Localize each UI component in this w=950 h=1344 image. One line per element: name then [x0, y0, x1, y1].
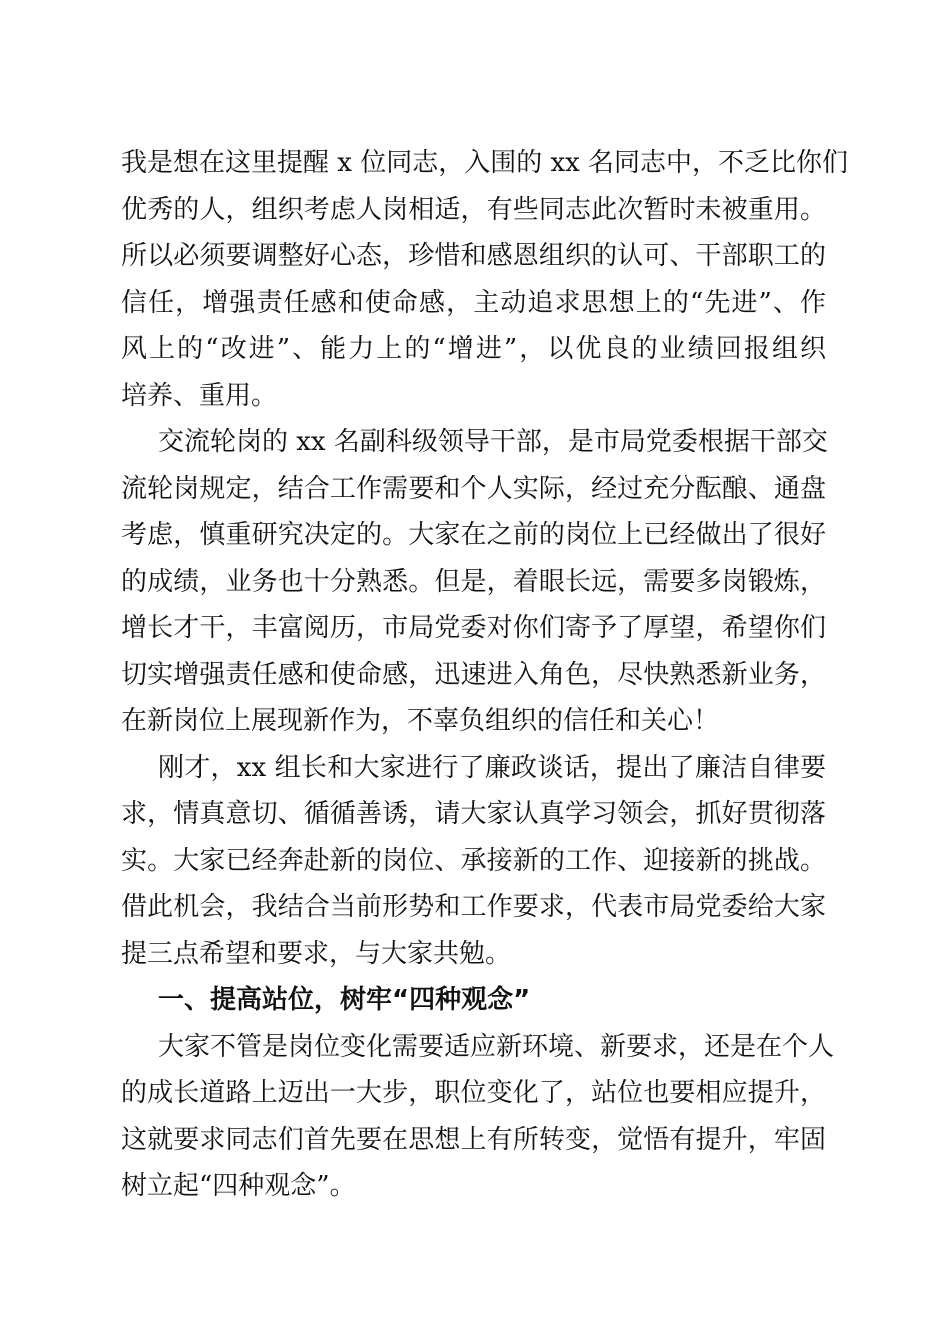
paragraph-line: 流轮岗规定，结合工作需要和个人实际，经过充分酝酿、通盘	[121, 473, 826, 504]
paragraph-line: 所以必须要调整好心态，珍惜和感恩组织的认可、干部职工的	[121, 241, 826, 271]
paragraph-line: 信任，增强责任感和使命感，主动追求思想上的“先进”、作	[121, 287, 826, 318]
paragraph-line: 刚才，xx 组长和大家进行了廉政谈话，提出了廉洁自律要	[158, 752, 826, 783]
paragraph-line: 借此机会，我结合当前形势和工作要求，代表市局党委给大家	[121, 892, 826, 922]
paragraph-line: 大家不管是岗位变化需要适应新环境、新要求，还是在个人	[158, 1031, 835, 1062]
paragraph-line: 这就要求同志们首先要在思想上有所转变，觉悟有提升，牢固	[121, 1124, 826, 1155]
paragraph-line: 考虑，慎重研究决定的。大家在之前的岗位上已经做出了很好	[121, 520, 826, 550]
paragraph-line: 的成长道路上迈出一大步，职位变化了，站位也要相应提升，	[121, 1078, 826, 1108]
paragraph-4	[121, 1024, 835, 1210]
paragraph-line: 的成绩，业务也十分熟悉。但是，着眼长远，需要多岗锻炼，	[121, 566, 826, 597]
section-heading: 一、提高站位，树牢“四种观念”	[158, 985, 531, 1015]
paragraph-1	[121, 140, 849, 419]
paragraph-line: 我是想在这里提醒 x 位同志，入围的 xx 名同志中，不乏比你们	[121, 148, 849, 178]
paragraph-line: 增长才干，丰富阅历，市局党委对你们寄予了厚望，希望你们	[121, 613, 826, 643]
paragraph-2	[121, 419, 826, 745]
paragraph-line: 树立起“四种观念”。	[121, 1171, 356, 1201]
paragraph-line: 在新岗位上展现新作为，不辜负组织的信任和关心！	[121, 706, 720, 736]
paragraph-line: 培养、重用。	[121, 380, 278, 411]
paragraph-line: 切实增强责任感和使命感，迅速进入角色，尽快熟悉新业务，	[121, 659, 826, 690]
paragraph-line: 提三点希望和要求，与大家共勉。	[121, 938, 512, 969]
paragraph-line: 求，情真意切、循循善诱，请大家认真学习领会，抓好贯彻落	[121, 799, 826, 829]
paragraph-line: 实。大家已经奔赴新的岗位、承接新的工作、迎接新的挑战。	[121, 845, 826, 876]
paragraph-line: 交流轮岗的 xx 名副科级领导干部，是市局党委根据干部交	[158, 427, 828, 457]
paragraph-line: 优秀的人，组织考虑人岗相适，有些同志此次暂时未被重用。	[121, 194, 826, 225]
paragraph-3	[121, 745, 826, 978]
document-body	[121, 140, 849, 1210]
paragraph-line: 风上的“改进”、能力上的“增进”，以优良的业绩回报组织	[121, 334, 826, 364]
